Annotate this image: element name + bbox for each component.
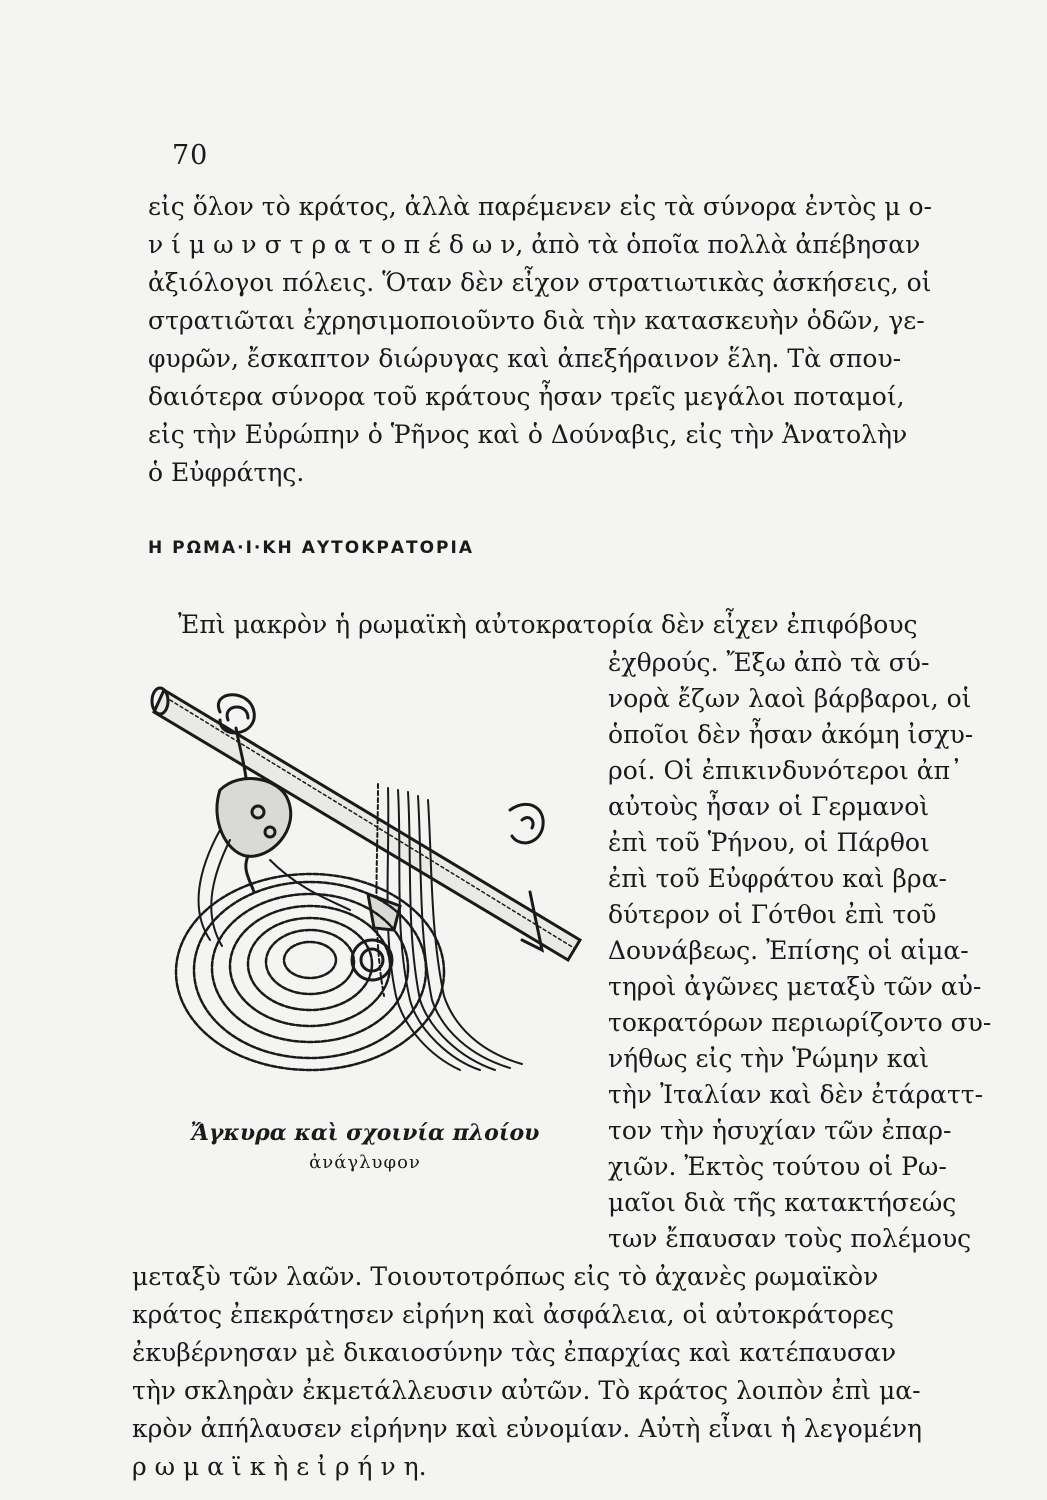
text-line: μαῖοι διὰ τῆς κατακτήσεώς xyxy=(608,1188,957,1217)
text-line: ἐπὶ τοῦ Ῥήνου, οἱ Πάρθοι xyxy=(608,828,930,857)
text-line: Ἐπὶ μακρὸν ἡ ρωμαϊκὴ αὐτοκρατορία δὲν εἶχεν ἐπιφόβους xyxy=(178,610,918,639)
text-line: των ἔπαυσαν τοὺς πολέμους xyxy=(608,1224,972,1253)
text-line: τὴν σκληρὰν ἐκμετάλλευσιν αὐτῶν. Τὸ κράτος λοιπὸν ἐπὶ μα- xyxy=(132,1376,921,1405)
text-line: ροί. Οἱ ἐπικινδυνότεροι ἀπ᾽ xyxy=(608,756,963,785)
section-heading: Η ΡΩΜΑ·Ι·ΚΗ ΑΥΤΟΚΡΑΤΟΡΙΑ xyxy=(148,538,474,558)
figure-caption-subtitle: ἀνάγλυφον xyxy=(309,1152,421,1173)
text-line: τηροὶ ἀγῶνες μεταξὺ τῶν αὐ- xyxy=(608,972,982,1001)
text-line: στρατιῶται ἐχρησιμοποιοῦντο διὰ τὴν κατασκευὴν ὁδῶν, γε- xyxy=(148,306,925,335)
text-line: κράτος ἐπεκράτησεν εἰρήνη καὶ ἀσφάλεια, οἱ αὐτοκράτορες xyxy=(132,1300,895,1329)
text-line: μεταξὺ τῶν λαῶν. Τοιουτοτρόπως εἰς τὸ ἀχανὲς ρωμαϊκὸν xyxy=(132,1262,879,1291)
text-line: κρὸν ἀπήλαυσεν εἰρήνην καὶ εὐνομίαν. Αὐτὴ εἶναι ἡ λεγομένη xyxy=(132,1414,923,1443)
text-line: ἐχθρούς. Ἔξω ἀπὸ τὰ σύ- xyxy=(608,648,930,677)
text-line: ἀξιόλογοι πόλεις. Ὅταν δὲν εἶχον στρατιωτικὰς ἀσκήσεις, οἱ xyxy=(148,268,932,297)
anchor-and-rope-icon xyxy=(150,660,590,1080)
text-line: αὐτοὺς ἦσαν οἱ Γερμανοὶ xyxy=(608,792,930,821)
text-line: δύτερον οἱ Γότθοι ἐπὶ τοῦ xyxy=(608,900,937,929)
text-line: τοκρατόρων περιωρίζοντο συ- xyxy=(608,1008,992,1037)
text-line: νήθως εἰς τὴν Ῥώμην καὶ xyxy=(608,1044,930,1073)
text-line: χιῶν. Ἐκτὸς τούτου οἱ Ρω- xyxy=(608,1152,947,1181)
text-line: φυρῶν, ἔσκαπτον διώρυγας καὶ ἀπεξήραινον ἕλη. Τὰ σπου- xyxy=(148,344,902,373)
text-line: τὴν Ἰταλίαν καὶ δὲν ἐτάραττ- xyxy=(608,1080,984,1109)
text-line: ἐκυβέρνησαν μὲ δικαιοσύνην τὰς ἐπαρχίας καὶ κατέπαυσαν xyxy=(132,1338,897,1367)
text-line: δαιότερα σύνορα τοῦ κράτους ἦσαν τρεῖς μεγάλοι ποταμοί, xyxy=(148,382,905,411)
text-line: ὁποῖοι δὲν ἦσαν ἀκόμη ἰσχυ- xyxy=(608,720,974,749)
figure-caption-title: Ἄγκυρα καὶ σχοινία πλοίου xyxy=(190,1120,540,1146)
text-line: ν ί μ ω ν σ τ ρ α τ ο π έ δ ω ν, ἀπὸ τὰ ὁποῖα πολλὰ ἀπέβησαν xyxy=(148,230,921,259)
text-line: νορὰ ἔζων λαοὶ βάρβαροι, οἱ xyxy=(608,684,972,713)
page-number: 70 xyxy=(172,140,209,171)
text-line: ρ ω μ α ϊ κ ὴ ε ἰ ρ ή ν η. xyxy=(132,1452,427,1481)
anchor-figure xyxy=(150,660,590,1080)
text-line: Δουνάβεως. Ἐπίσης οἱ αἱμα- xyxy=(608,936,969,965)
text-line: εἰς τὴν Εὐρώπην ὁ Ῥῆνος καὶ ὁ Δούναβις, εἰς τὴν Ἀνατολὴν xyxy=(148,420,908,449)
text-line: εἰς ὅλον τὸ κράτος, ἀλλὰ παρέμενεν εἰς τὰ σύνορα ἐντὸς μ ο- xyxy=(148,192,932,221)
text-line: ἐπὶ τοῦ Εὐφράτου καὶ βρα- xyxy=(608,864,947,893)
text-line: ὁ Εὐφράτης. xyxy=(148,458,305,487)
text-line: τον τὴν ἡσυχίαν τῶν ἐπαρ- xyxy=(608,1116,952,1145)
